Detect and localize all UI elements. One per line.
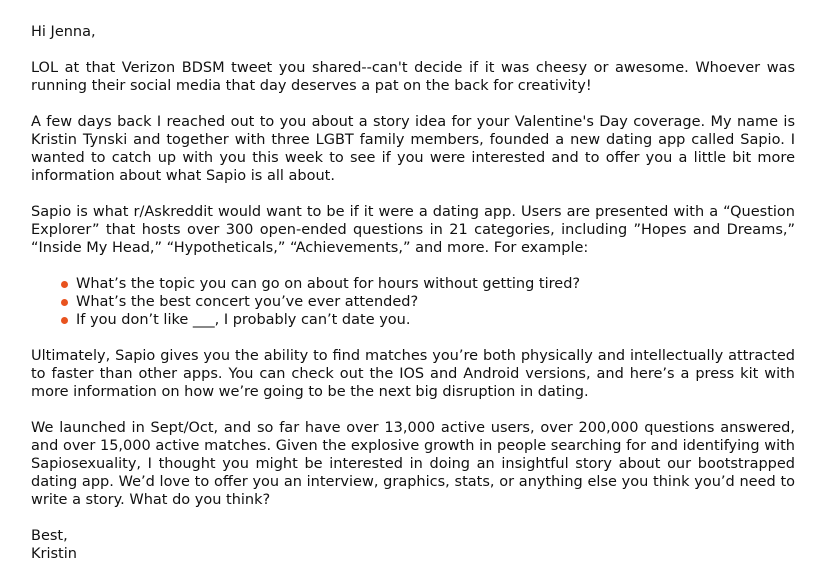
signature: Kristin (31, 546, 77, 562)
list-item (61, 311, 795, 329)
example-question-text: What’s the topic you can go on about for hours without getting tired? (76, 276, 581, 292)
example-question-text: If you don’t like ___, I probably can’t date you. (76, 312, 411, 328)
orange-bullet-icon (61, 299, 68, 306)
closing: Best, (31, 528, 68, 544)
list-item (61, 293, 795, 311)
example-question-text: What’s the best concert you’ve ever attended? (76, 294, 419, 310)
paragraph-growth-stats: We launched in Sept/Oct, and so far have over 13,000 active users, over 200,000 questions answered, and over 15,000 active matches. Given the explosive growth in people searching for and identifying with Sapiosexuality, I thought you might be interested in doing an insightful story about our bootstrapped dating app. We’d love to offer you an interview, graphics, stats, or anything else you think you’d need to write a story. What do you think? (31, 420, 795, 508)
paragraph-value-proposition: Ultimately, Sapio gives you the ability to find matches you’re both physically and intellectually attracted to faster than other apps. You can check out the IOS and Android versions, and here’s a press kit with more information on how we’re going to be the next big disruption in dating. (31, 348, 795, 400)
email-body (31, 23, 795, 563)
signoff (31, 527, 795, 563)
example-questions-list (31, 275, 795, 329)
paragraph-intro: LOL at that Verizon BDSM tweet you shared--can't decide if it was cheesy or awesome. Whoever was running their social media that day deserves a pat on the back for creativity! (31, 60, 795, 94)
orange-bullet-icon (61, 317, 68, 324)
list-item (61, 275, 795, 293)
paragraph-app-description: Sapio is what r/Askreddit would want to be if it were a dating app. Users are presented with a “Question Explorer” that hosts over 300 open-ended questions in 21 categories, including ”Hopes and Dreams,” “Inside My Head,” “Hypotheticals,” “Achievements,” and more. For example: (31, 204, 795, 256)
paragraph-introduction: A few days back I reached out to you about a story idea for your Valentine's Day coverage. My name is Kristin Tynski and together with three LGBT family members, founded a new dating app called Sapio. I wanted to catch up with you this week to see if you were interested and to offer you a little bit more information about what Sapio is all about. (31, 114, 795, 184)
greeting: Hi Jenna, (31, 24, 96, 40)
orange-bullet-icon (61, 281, 68, 288)
